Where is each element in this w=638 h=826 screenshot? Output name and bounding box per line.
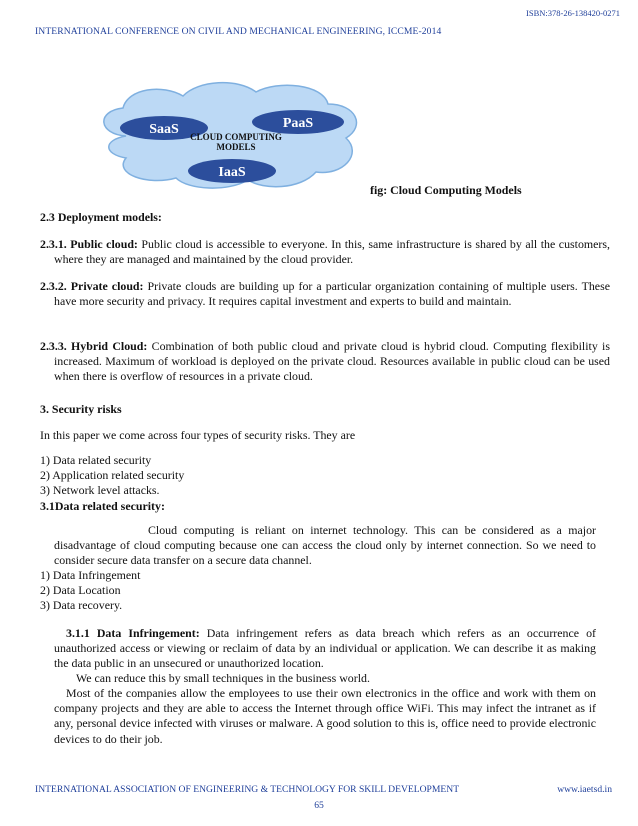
footer-association: INTERNATIONAL ASSOCIATION OF ENGINEERING & TECHNOLOGY FOR SKILL DEVELOPMENT [35, 784, 460, 795]
public-cloud-text: Public cloud is accessible to everyone. In this, same infrastructure is shared by all the customers, where they are managed and maintained by the cloud provider. [54, 237, 610, 267]
data-security-para: Cloud computing is reliant on internet technology. This can be considered as a major disadvantage of cloud computing because one can access the cloud only by internet connection. So we need to consider secure data transfer on a secure data channel. [54, 523, 596, 568]
list-item: 1) Data Infringement [40, 568, 141, 582]
hybrid-cloud-para [40, 339, 610, 385]
private-cloud-label: 2.3.2. Private cloud: [40, 279, 144, 293]
saas-label: SaaS [149, 122, 179, 137]
reduce-para: We can reduce this by small techniques in the business world. [76, 671, 370, 685]
figure-caption: fig: Cloud Computing Models [370, 183, 522, 197]
infringement-text: Data infringement refers as data breach which refers as an occurrence of unauthorized access or viewing or reclaim of data by an individual or application. We can describe it as making the data public in an unsecured or unauthorized location. [54, 626, 596, 671]
center-label-line2: MODELS [216, 142, 256, 152]
hybrid-cloud-label: 2.3.3. Hybrid Cloud: [40, 339, 148, 353]
paas-label: PaaS [282, 116, 314, 131]
private-cloud-para [40, 279, 610, 309]
list-item: 3) Network level attacks. [40, 483, 160, 498]
list-item: 1) Data related security [40, 453, 152, 467]
data-list [40, 568, 596, 614]
isbn-label: ISBN:378-26-138420-0271 [526, 8, 620, 18]
infringement-para [40, 626, 596, 672]
infringement-label: 3.1.1 Data Infringement: [66, 626, 200, 640]
page-number: 65 [314, 800, 324, 811]
companies-para: Most of the companies allow the employees to use their own electronics in the office and work with them on company projects and they are able to access the Internet through office WiFi. This may infect the intranet as if any, personal device infected with viruses or malware. A good solution to this is, office need to provide electronic devices to do their job. [54, 686, 596, 746]
security-intro: In this paper we come across four types of security risks. They are [40, 428, 356, 442]
conference-title: INTERNATIONAL CONFERENCE ON CIVIL AND MECHANICAL ENGINEERING, ICCME-2014 [35, 26, 442, 37]
iaas-label: IaaS [218, 165, 246, 180]
data-security-heading-text: 3.1Data related security: [40, 498, 165, 513]
data-security-heading [40, 499, 596, 514]
hybrid-cloud-text: Combination of both public cloud and private cloud is hybrid cloud. Computing flexibility is increased. Maximum of workload is deployed on the private cloud. Resources available in public cloud can be used when there is overflow of resources in a private cloud. [54, 339, 610, 384]
list-item: 2) Application related security [40, 468, 185, 483]
private-cloud-text: Private clouds are building up for a particular organization containing of multiple users. These have more security and privacy. It requires capital investment and experts to build and maintain. [54, 279, 610, 309]
risk-list [40, 453, 596, 514]
public-cloud-para [40, 237, 610, 267]
cloud-computing-models-diagram [88, 76, 370, 194]
public-cloud-label: 2.3.1. Public cloud: [40, 237, 138, 251]
center-label-line1: CLOUD COMPUTING [190, 132, 282, 142]
deployment-heading [40, 210, 596, 225]
footer-website: www.iaetsd.in [557, 784, 612, 795]
deployment-heading-text: 2.3 Deployment models: [40, 210, 162, 224]
security-risks-heading-text: 3. Security risks [40, 402, 122, 416]
list-item: 3) Data recovery. [40, 598, 123, 613]
security-risks-heading [40, 402, 596, 417]
list-item: 2) Data Location [40, 583, 121, 598]
